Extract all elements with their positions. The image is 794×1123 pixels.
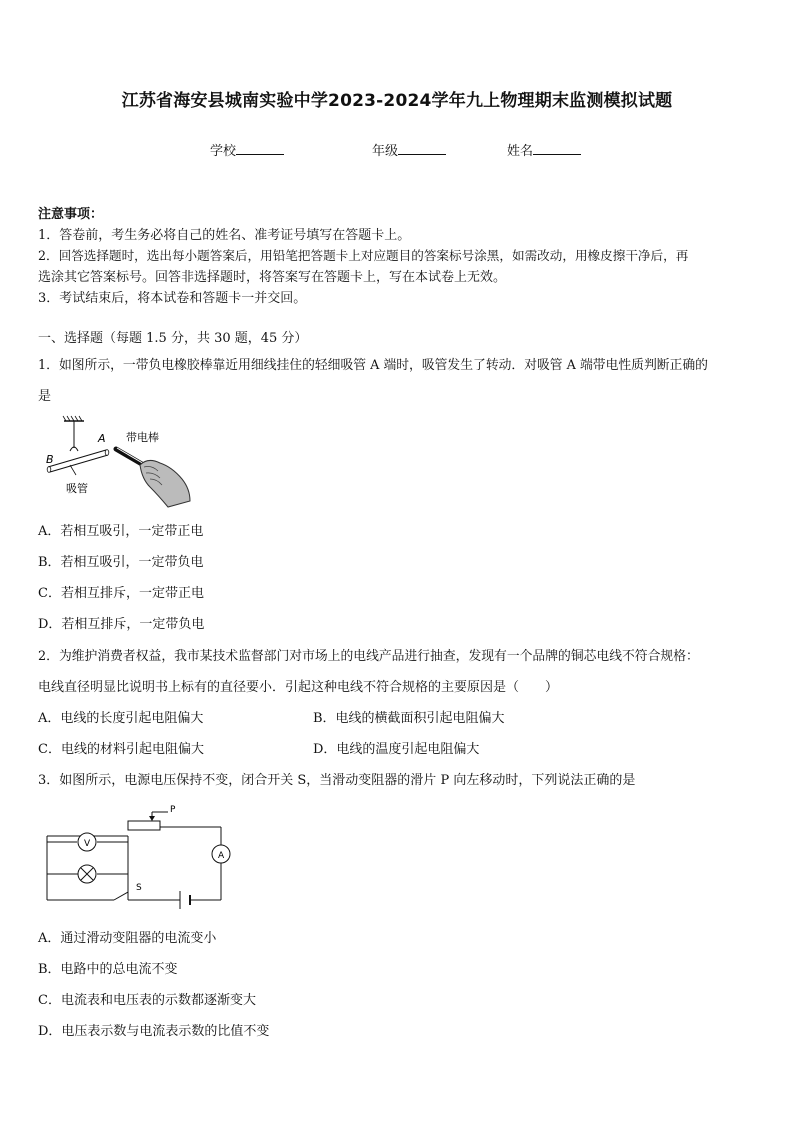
grade-label: 年级 xyxy=(372,144,399,159)
name-field xyxy=(507,140,581,159)
q1-option-a[interactable]: A．若相互吸引，一定带正电 xyxy=(38,524,204,539)
grade-blank xyxy=(398,142,446,155)
q1-stem: 1．如图所示，一带负电橡胶棒靠近用细线挂住的轻细吸管 A 端时，吸管发生了转动．对吸管 A 端带电性质判断正确的 xyxy=(38,358,708,373)
q3-option-c[interactable]: C．电流表和电压表的示数都逐渐变大 xyxy=(38,993,256,1008)
label-p: P xyxy=(170,805,176,815)
q1-figure xyxy=(40,415,200,510)
school-label: 学校 xyxy=(210,144,237,159)
q3-option-a[interactable]: A．通过滑动变阻器的电流变小 xyxy=(38,931,217,946)
switch-s xyxy=(114,892,128,900)
page-title: 江苏省海安县城南实验中学2023-2024学年九上物理期末监测模拟试题 xyxy=(121,91,673,111)
q1-option-c[interactable]: C．若相互排斥，一定带正电 xyxy=(38,586,204,601)
grade-field xyxy=(372,140,446,159)
notice-item-1: 1．答卷前，考生务必将自己的姓名、准考证号填写在答题卡上。 xyxy=(38,228,411,243)
q3-stem: 3．如图所示，电源电压保持不变，闭合开关 S，当滑动变阻器的滑片 P 向左移动时，下列说法正确的是 xyxy=(38,773,636,788)
q2-stem-cont: 电线直径明显比说明书上标有的直径要小．引起这种电线不符合规格的主要原因是（ ） xyxy=(38,680,559,695)
school-blank xyxy=(236,142,284,155)
notice-item-3: 3．考试结束后，将本试卷和答题卡一并交回。 xyxy=(38,291,307,306)
q1-option-d[interactable]: D．若相互排斥，一定带负电 xyxy=(38,617,205,632)
label-s: S xyxy=(136,883,142,893)
notice-heading: 注意事项： xyxy=(38,207,104,222)
q2-stem: 2．为维护消费者权益，我市某技术监督部门对市场上的电线产品进行抽查，发现有一个品牌的铜芯电线不符合规格： xyxy=(38,649,699,664)
q3-option-d[interactable]: D．电压表示数与电流表示数的比值不变 xyxy=(38,1024,270,1039)
q1-stem-cont: 是 xyxy=(38,389,52,404)
q3-option-b[interactable]: B．电路中的总电流不变 xyxy=(38,962,178,977)
slider-arrow xyxy=(149,816,155,821)
voltmeter-icon xyxy=(78,833,96,851)
name-label: 姓名 xyxy=(507,144,534,159)
figure-label-a: A xyxy=(98,432,106,445)
school-field xyxy=(210,140,284,159)
q3-circuit-figure xyxy=(40,800,240,918)
q2-option-d[interactable]: D．电线的温度引起电阻偏大 xyxy=(313,742,480,757)
name-blank xyxy=(533,142,581,155)
straw xyxy=(47,450,109,473)
q2-option-b[interactable]: B．电线的横截面积引起电阻偏大 xyxy=(313,711,505,726)
battery-icon xyxy=(180,891,190,909)
q2-option-a[interactable]: A．电线的长度引起电阻偏大 xyxy=(38,711,204,726)
section-heading: 一、选择题（每题 1.5 分，共 30 题，45 分） xyxy=(38,331,308,346)
label-a: A xyxy=(218,851,225,861)
straw-pointer xyxy=(70,465,76,475)
figure-label-straw: 吸管 xyxy=(66,482,88,495)
figure-label-b: B xyxy=(46,453,54,466)
ceiling-mount xyxy=(63,416,84,421)
lamp-icon xyxy=(78,865,96,883)
q2-option-c[interactable]: C．电线的材料引起电阻偏大 xyxy=(38,742,204,757)
label-v: V xyxy=(84,839,91,849)
notice-item-2-cont: 选涂其它答案标号。回答非选择题时，将答案写在答题卡上，写在本试卷上无效。 xyxy=(38,270,507,285)
ammeter-icon xyxy=(212,845,230,863)
rheostat xyxy=(128,821,160,830)
q1-option-b[interactable]: B．若相互吸引，一定带负电 xyxy=(38,555,204,570)
notice-item-2: 2．回答选择题时，选出每小题答案后，用铅笔把答题卡上对应题目的答案标号涂黑，如需改动，用橡皮擦干净后，再 xyxy=(38,248,689,263)
hand-drawing xyxy=(140,460,190,507)
figure-label-rod: 带电棒 xyxy=(126,431,159,444)
